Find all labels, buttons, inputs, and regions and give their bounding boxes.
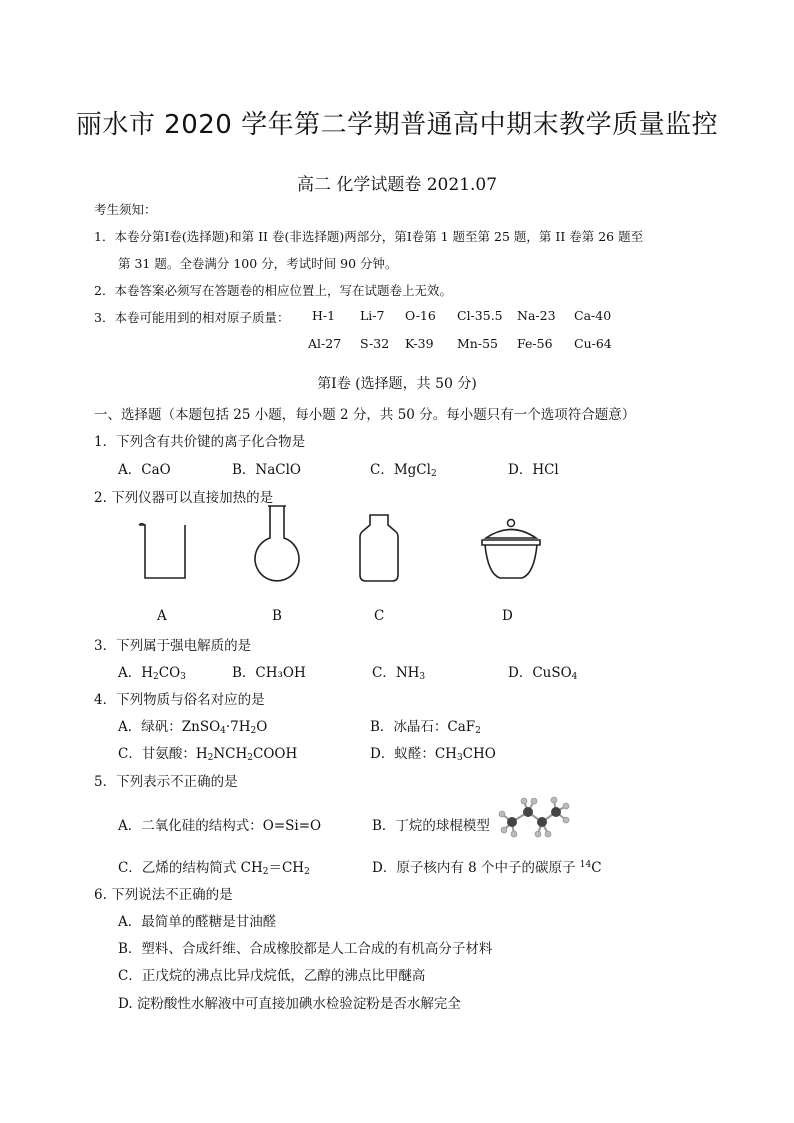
atomic-mass-s: S-32 (360, 336, 390, 351)
section-instruction: 一、选择题（本题包括 25 小题，每小题 2 分，共 50 分。每小题只有一个选项符合题意） (94, 407, 636, 423)
round-bottom-flask-icon (250, 504, 304, 582)
q2-label-c: C (374, 608, 385, 624)
atomic-mass-cl: Cl-35.5 (457, 308, 503, 323)
q5-option-a: A．二氧化硅的结构式：O=Si=O (118, 818, 322, 834)
crucible-icon (478, 518, 544, 582)
q6-option-a: A．最简单的醛糖是甘油醛 (118, 914, 277, 930)
q4-option-b: B．冰晶石：CaF$_2$ (370, 719, 481, 736)
q4-stem: 4．下列物质与俗名对应的是 (94, 692, 265, 708)
atomic-mass-al: Al-27 (308, 336, 342, 351)
atomic-mass-fe: Fe-56 (517, 336, 553, 351)
q3-option-b: B．CH₃OH (232, 665, 306, 681)
q5-option-c: C．乙烯的结构简式 $CH_2=CH_2$ (118, 860, 310, 877)
beaker-icon (135, 520, 195, 582)
q6-stem: 6. 下列说法不正确的是 (94, 887, 233, 903)
section-title: 第Ⅰ卷 (选择题，共 50 分) (317, 376, 477, 392)
q4-option-c: C．甘氨酸：$H_2NCH_2COOH$ (118, 746, 298, 763)
reagent-bottle-icon (355, 513, 403, 583)
q2-label-d: D (502, 608, 513, 624)
q1-option-b: B．NaClO (232, 462, 301, 478)
page-title: 丽水市 2020 学年第二学期普通高中期末教学质量监控 (75, 110, 719, 140)
q2-stem: 2. 下列仪器可以直接加热的是 (94, 490, 274, 506)
q5-option-b: B．丁烷的球棍模型 (372, 818, 490, 834)
atomic-mass-k: K-39 (405, 336, 434, 351)
notice-item-3-label: 3．本卷可能用到的相对原子质量： (94, 310, 290, 325)
atomic-mass-cu: Cu-64 (574, 336, 612, 351)
atomic-mass-o: O-16 (405, 308, 436, 323)
q4-option-a: A．绿矾：$ZnSO_4\cdot 7H_2O$ (118, 719, 268, 736)
notice-item-2: 2．本卷答案必须写在答题卷的相应位置上，写在试题卷上无效。 (94, 283, 452, 298)
notice-heading: 考生须知： (94, 202, 157, 217)
atomic-mass-li: Li-7 (360, 308, 385, 323)
q6-option-d: D. 淀粉酸性水解液中可直接加碘水检验淀粉是否水解完全 (118, 996, 461, 1012)
q4-option-d: D．蚁醛：$CH_3CHO$ (370, 746, 496, 763)
atomic-mass-na: Na-23 (517, 308, 556, 323)
q3-option-c: C．$NH_3$ (372, 665, 426, 682)
q3-stem: 3．下列属于强电解质的是 (94, 638, 252, 654)
q6-option-b: B．塑料、合成纤维、合成橡胶都是人工合成的有机高分子材料 (118, 941, 493, 957)
q1-stem: 1．下列含有共价键的离子化合物是 (94, 434, 306, 450)
notice-item-1-line-1: 1．本卷分第Ⅰ卷(选择题)和第 II 卷(非选择题)两部分，第Ⅰ卷第 1 题至第 25 题，第 II 卷第 26 题至 (94, 229, 644, 244)
q6-option-c: C．正戊烷的沸点比异戊烷低，乙醇的沸点比甲醚高 (118, 968, 426, 984)
atomic-mass-mn: Mn-55 (457, 336, 498, 351)
notice-item-1-line-2: 第 31 题。全卷满分 100 分，考试时间 90 分钟。 (118, 256, 398, 271)
q1-option-c: C．MgCl$_2$ (370, 462, 437, 479)
q1-option-a: A．CaO (118, 462, 171, 478)
page-subtitle: 高二 化学试题卷 2021.07 (296, 175, 498, 195)
q3-option-d: D．CuSO$_4$ (508, 665, 578, 682)
butane-ball-stick-model-icon (496, 796, 572, 842)
q3-option-a: A．$H_2CO_3$ (118, 665, 186, 682)
atomic-mass-ca: Ca-40 (574, 308, 612, 323)
q2-label-a: A (157, 608, 167, 624)
q2-label-b: B (272, 608, 282, 624)
atomic-mass-h: H-1 (312, 308, 336, 323)
q5-option-d: D．原子核内有 8 个中子的碳原子 $^{14}$C (372, 860, 602, 876)
q1-option-d: D．HCl (508, 462, 559, 478)
q5-stem: 5．下列表示不正确的是 (94, 774, 238, 790)
